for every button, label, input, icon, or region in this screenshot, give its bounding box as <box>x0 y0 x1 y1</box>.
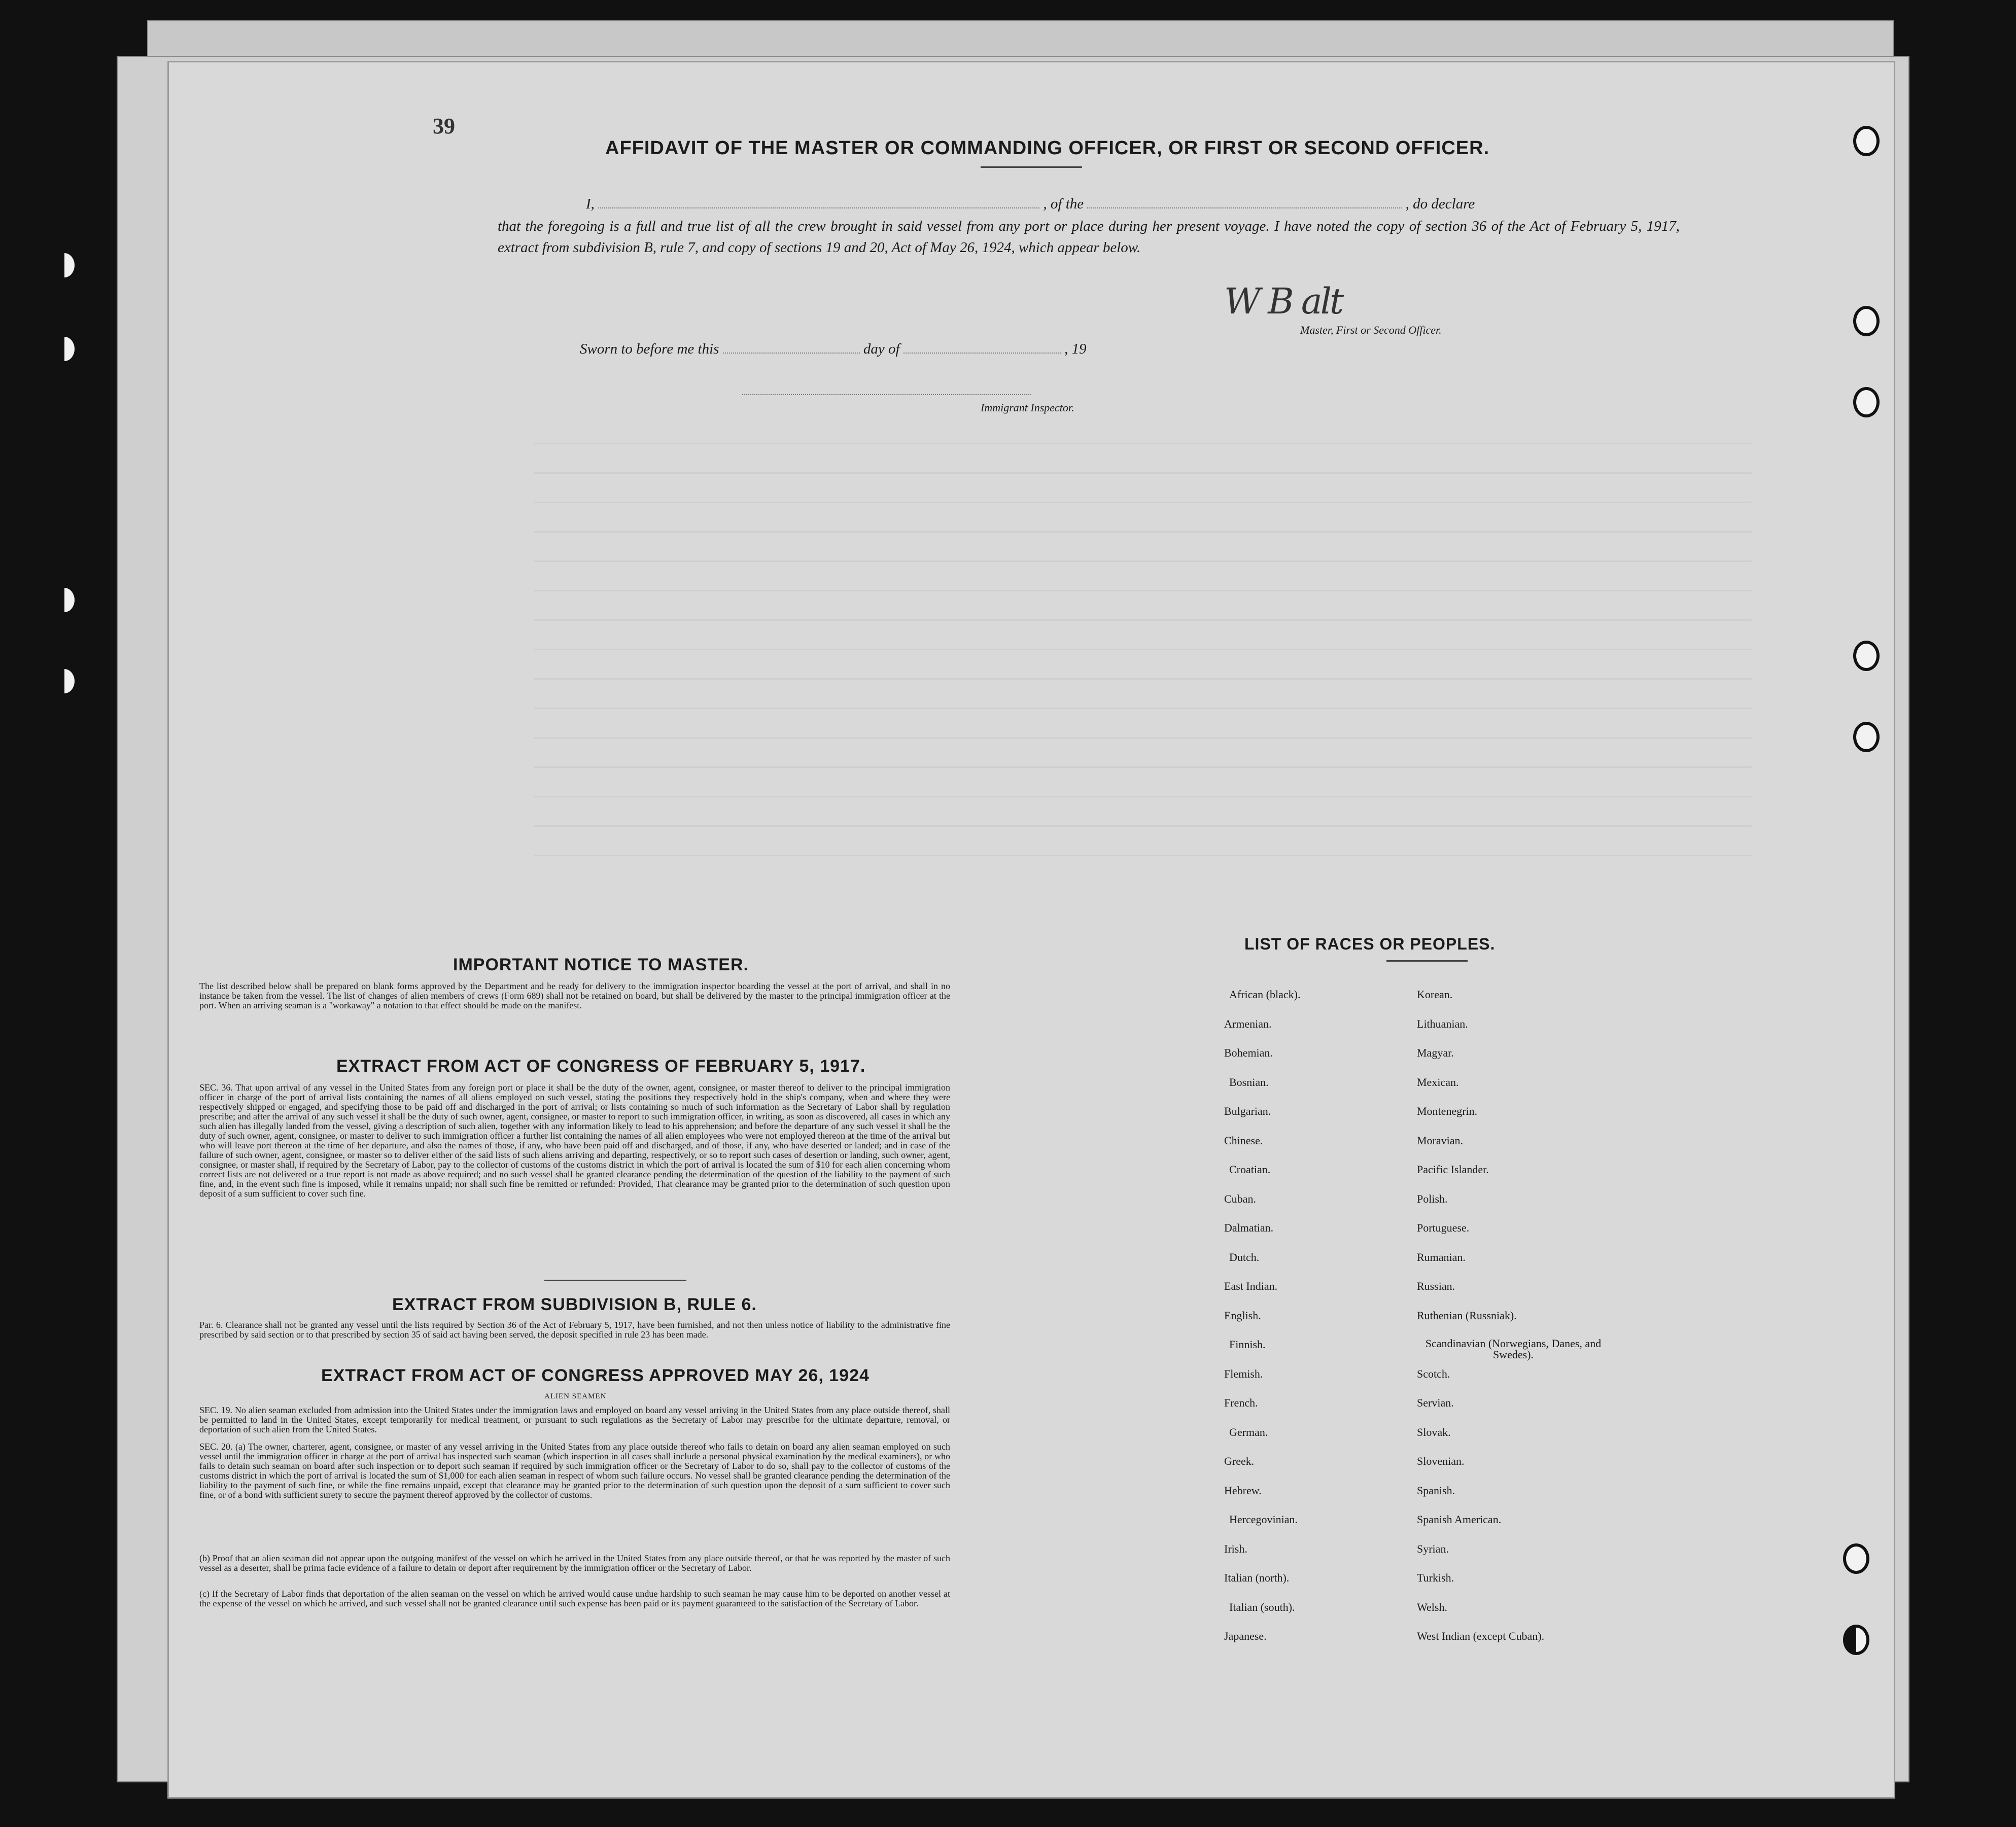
race-item: Slovak. <box>1417 1425 1451 1438</box>
rule6-text: Par. 6. Clearance shall not be granted any vessel until the lists required by Section 36 of the Act of February 5, 1917, have been furnished, and not then unless notice of liability to the administrative fine prescribed by said section or to that prescribed by section 35 of said act having been served, the deposit specified in rule 23 has been made. <box>199 1320 950 1340</box>
extract-1924-sec20c: (c) If the Secretary of Labor finds that deportation of the alien seaman on the vessel on which he arrived would cause undue hardship to such seaman he may cause him to be deported on another vessel at the expense of the vessel on which he arrived, and such vessel shall not be granted clearance until such expense has been paid or its payment guaranteed to the satisfaction of the Secretary of Labor. <box>199 1589 950 1608</box>
declare-label: , do declare <box>1405 196 1475 212</box>
race-item: Syrian. <box>1417 1542 1449 1555</box>
race-item: Croatian. <box>1229 1163 1271 1176</box>
extract-1917-title: EXTRACT FROM ACT OF CONGRESS OF FEBRUARY 5, 1917. <box>336 1057 866 1076</box>
race-item: Greek. <box>1224 1455 1255 1467</box>
rule6-title: EXTRACT FROM SUBDIVISION B, RULE 6. <box>392 1295 757 1314</box>
vessel-name-field[interactable] <box>1087 195 1402 208</box>
inspector-signature-field[interactable] <box>742 382 1031 395</box>
race-item: Chinese. <box>1224 1134 1263 1147</box>
bleed-through <box>534 428 1752 884</box>
sworn-day-field[interactable] <box>723 340 860 354</box>
race-item: Lithuanian. <box>1417 1017 1468 1030</box>
race-item: Scotch. <box>1417 1367 1450 1380</box>
punch-hole <box>1853 722 1880 752</box>
race-item: African (black). <box>1229 988 1301 1001</box>
race-item: Slovenian. <box>1417 1455 1465 1467</box>
extract-1924-sec19: SEC. 19. No alien seaman excluded from admission into the United States under the immigration laws and employed on board any vessel arriving in the United States from any place outside thereof, shall be permitted to land in the United States, except temporarily for medical treatment, or pursuant to such regulations as the Secretary of Labor may prescribe for the ultimate departure, removal, or deportation of such alien from the United States. <box>199 1405 950 1434</box>
sworn-label: Sworn to before me this <box>580 341 719 357</box>
page-number: 39 <box>433 114 455 138</box>
punch-hole <box>1853 306 1880 336</box>
race-item: Armenian. <box>1224 1017 1272 1030</box>
punch-hole <box>51 666 78 696</box>
races-title: LIST OF RACES OR PEOPLES. <box>1244 935 1496 953</box>
race-item: Russian. <box>1417 1280 1455 1292</box>
race-item: French. <box>1224 1396 1258 1409</box>
race-item: Dutch. <box>1229 1250 1260 1263</box>
inspector-label: Immigrant Inspector. <box>981 401 1074 414</box>
races-rule <box>1386 960 1468 962</box>
race-item: Pacific Islander. <box>1417 1163 1489 1176</box>
extract-1924-subtitle: ALIEN SEAMEN <box>544 1392 607 1400</box>
race-item: Turkish. <box>1417 1571 1454 1584</box>
extract-1924-sec20a: SEC. 20. (a) The owner, charterer, agent, consignee, or master of any vessel arriving in the United States from any place outside thereof who fails to detain on board any alien seaman employed on such vessel until the immigration officer in charge at the port of arrival has inspected such seaman (which inspection in all cases shall include a personal physical examination by the medical examiners), or who fails to detain such seaman on board after such inspection or to deport such seaman if required by such immigration officer or the Secretary of Labor to do so, shall pay to the collector of customs of the customs district in which the port of arrival is located the sum of $1,000 for each alien seaman in respect of whom such failure occurs. No vessel shall be granted clearance pending the determination of the liability to the payment of such fine, or while the fine remains unpaid, except that clearance may be granted prior to the determination of such question upon the deposit of a sum sufficient to cover such fine, or of a bond with sufficient surety to secure the payment thereof approved by the collector of customs. <box>199 1442 950 1500</box>
race-item: German. <box>1229 1425 1268 1438</box>
race-item: East Indian. <box>1224 1280 1278 1292</box>
race-item: Bosnian. <box>1229 1075 1269 1088</box>
year-label: , 19 <box>1064 341 1087 357</box>
race-item: English. <box>1224 1309 1261 1322</box>
race-item: Mexican. <box>1417 1075 1459 1088</box>
title-rule <box>981 166 1082 168</box>
sworn-line <box>580 340 1087 358</box>
punch-hole <box>1843 1543 1869 1574</box>
race-item: Bulgarian. <box>1224 1105 1271 1117</box>
race-item: Rumanian. <box>1417 1250 1466 1263</box>
race-item: Spanish. <box>1417 1484 1455 1497</box>
extract-1917-text: SEC. 36. That upon arrival of any vessel in the United States from any foreign port or place it shall be the duty of the owner, agent, consignee, or master thereof to deliver to the principal immigration officer in charge of the port of arrival lists containing the names of all aliens employed on such vessel, stating the positions they respectively hold in the ship's company, when and where they were respectively shipped or engaged, and specifying those to be paid off and discharged in the port of arrival; or lists containing so much of such information as the Secretary of Labor shall by regulation prescribe; and after the arrival of any such vessel it shall be the duty of such owner, agent, consignee, or master to report to such immigration officer, in writing, as soon as discovered, all cases in which any such alien has illegally landed from the vessel, giving a description of such alien, together with any information likely to lead to his apprehension; and before the departure of any such vessel it shall be the duty of such owner, agent, consignee, or master to deliver to such immigration officer a further list containing the names of all alien employees who were not employed thereon at the time of the arrival but who will leave port thereon at the time of her departure, and also the names of those, if any, who have been paid off and discharged, and of those, if any, who have deserted or landed; and in case of the failure of such owner, agent, consignee, or master so to deliver either of the said lists of such aliens arriving and departing, respectively, or so to report such cases of desertion or landing, such owner, agent, consignee, or master shall, if required by the Secretary of Labor, pay to the collector of customs of the customs district in which the port of arrival is located the sum of $10 for each alien concerning whom correct lists are not delivered or a true report is not made as above required; and no such vessel shall be granted clearance pending the determination of the question of the liability to the payment of such fine, and, in the event such fine is imposed, while it remains unpaid; nor shall such fine be remitted or refunded: Provided, That clearance may be granted prior to the determination of such question upon deposit of a sum sufficient to cover such fine. <box>199 1082 950 1199</box>
race-item: Spanish American. <box>1417 1513 1502 1526</box>
section-rule <box>544 1280 686 1281</box>
of-the-label: , of the <box>1043 196 1084 212</box>
race-item: Italian (south). <box>1229 1600 1295 1613</box>
notice-text: The list described below shall be prepared on blank forms approved by the Department and be ready for delivery to the immigration inspector boarding the vessel at the port of arrival, and shall in no instance be taken from the vessel. The list of changes of alien members of crews (Form 689) shall not be retained on board, but shall be delivered by the master to the principal immigration officer at the port. When an arriving seaman is a "workaway" a notation to that effect should be made on the manifest. <box>199 981 950 1010</box>
punch-hole <box>1853 126 1880 156</box>
officer-signature: W B alt <box>1224 280 1342 322</box>
race-item: Dalmatian. <box>1224 1221 1274 1234</box>
race-item: Welsh. <box>1417 1600 1447 1613</box>
race-item: Portuguese. <box>1417 1221 1470 1234</box>
manifest-page <box>167 61 1895 1799</box>
declaration-line <box>586 195 1475 213</box>
race-item: Servian. <box>1417 1396 1454 1409</box>
race-item: Ruthenian (Russniak). <box>1417 1309 1517 1322</box>
affidavit-text: that the foregoing is a full and true list of all the crew brought in said vessel from any port or place during her present voyage. I have noted the copy of section 36 of the Act of February 5, 1917, extract from subdivision B, rule 7, and copy of sections 19 and 20, Act of May 26, 1924, which appear below. <box>498 218 1680 256</box>
race-item: Montenegrin. <box>1417 1105 1478 1117</box>
race-item: Hercegovinian. <box>1229 1513 1298 1526</box>
punch-hole <box>51 334 78 364</box>
race-item: Bohemian. <box>1224 1046 1273 1059</box>
sworn-month-field[interactable] <box>903 340 1061 354</box>
notice-title: IMPORTANT NOTICE TO MASTER. <box>453 955 749 974</box>
day-of-label: day of <box>863 341 900 357</box>
race-item: Scandinavian (Norwegians, Danes, and Swedes). <box>1425 1337 1602 1361</box>
extract-1924-sec20b: (b) Proof that an alien seaman did not appear upon the outgoing manifest of the vessel on which he arrived in the United States from any place outside thereof, or that he was reported by the master of such vessel as a deserter, shall be prima facie evidence of a failure to detain or deport after requirement by the immigration officer or the Secretary of Labor. <box>199 1553 950 1573</box>
punch-hole <box>1853 641 1880 671</box>
race-item: Korean. <box>1417 988 1453 1001</box>
punch-hole <box>1843 1625 1869 1655</box>
race-item: Flemish. <box>1224 1367 1263 1380</box>
race-item: Irish. <box>1224 1542 1247 1555</box>
race-item: West Indian (except Cuban). <box>1417 1630 1545 1642</box>
punch-hole <box>51 250 78 280</box>
race-item: Italian (north). <box>1224 1571 1290 1584</box>
race-item: Polish. <box>1417 1192 1448 1205</box>
declarant-prefix: I, <box>586 196 595 212</box>
race-item: Cuban. <box>1224 1192 1256 1205</box>
race-item: Japanese. <box>1224 1630 1267 1642</box>
punch-hole <box>51 585 78 615</box>
race-item: Moravian. <box>1417 1134 1464 1147</box>
race-item: Finnish. <box>1229 1338 1266 1351</box>
signer-title: Master, First or Second Officer. <box>1300 324 1442 336</box>
declarant-name-field[interactable] <box>598 195 1039 208</box>
race-item: Hebrew. <box>1224 1484 1262 1497</box>
punch-hole <box>1853 387 1880 417</box>
extract-1924-title: EXTRACT FROM ACT OF CONGRESS APPROVED MAY 26, 1924 <box>321 1366 870 1385</box>
race-item: Magyar. <box>1417 1046 1454 1059</box>
affidavit-title: AFFIDAVIT OF THE MASTER OR COMMANDING OFFICER, OR FIRST OR SECOND OFFICER. <box>605 137 1490 159</box>
